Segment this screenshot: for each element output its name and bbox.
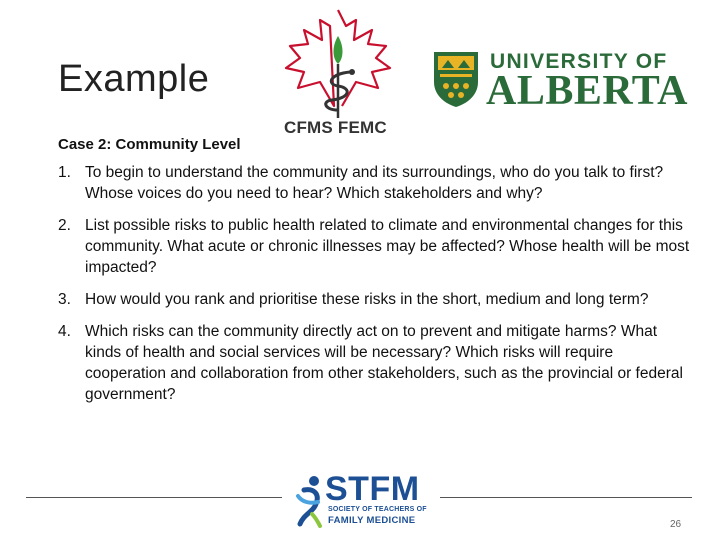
shield-crest-icon — [432, 50, 480, 108]
question-text: List possible risks to public health related to climate and environmental changes for this community. What acute or chronic illnesses may be affected? Whose health will be most impacted? — [85, 217, 690, 276]
cfms-logo-text: CFMS FEMC — [284, 118, 387, 137]
question-text: To begin to understand the community and its surroundings, who do you talk to first? Whose voices do you need to hear? Which stakeholders and why? — [85, 164, 664, 202]
footer-divider-left — [26, 497, 282, 498]
slide-title: Example — [58, 58, 210, 100]
question-number: 3. — [58, 291, 71, 308]
question-number: 2. — [58, 217, 71, 234]
footer-divider-right — [440, 497, 692, 498]
question-item — [58, 215, 694, 278]
question-text: How would you rank and prioritise these risks in the short, medium and long term? — [85, 291, 649, 308]
question-number: 1. — [58, 164, 71, 181]
question-item — [58, 289, 694, 310]
stfm-subtitle-line1: SOCIETY OF TEACHERS OF — [328, 506, 427, 513]
question-text: Which risks can the community directly act on to prevent and mitigate harms? What kinds of health and social services will be necessary? Which risks will require cooperation and collaboration from other stakeholders, such as the provincial or federal government? — [85, 323, 683, 403]
question-list — [58, 162, 694, 416]
case-subtitle: Case 2: Community Level — [58, 136, 241, 153]
person-figure-icon — [292, 474, 326, 528]
stfm-wordmark: STFM — [325, 470, 420, 508]
university-of-text: UNIVERSITY OF — [490, 50, 668, 73]
stfm-subtitle-line2: FAMILY MEDICINE — [328, 515, 416, 526]
question-item — [58, 321, 694, 405]
question-item — [58, 162, 694, 204]
stfm-logo — [292, 472, 437, 530]
university-of-alberta-logo — [432, 48, 688, 114]
question-number: 4. — [58, 323, 71, 340]
page-number: 26 — [670, 519, 682, 530]
alberta-text: ALBERTA — [486, 68, 688, 114]
